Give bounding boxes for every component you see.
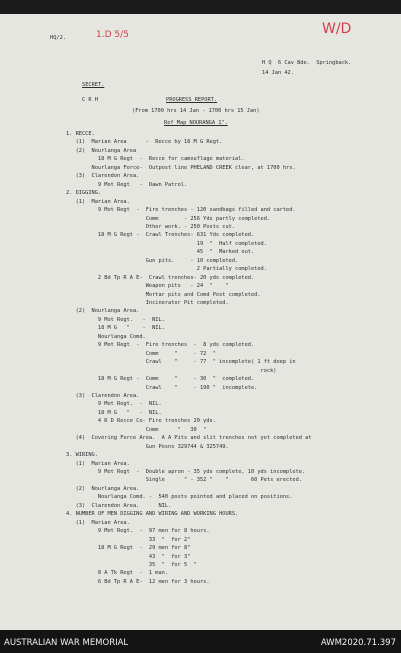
report-line: Crawl " - 77 " incomplete( 1 ft deep in — [66, 359, 296, 366]
report-line: Comm " - 72 " — [66, 350, 216, 357]
report-line: 2. DIGGING. — [66, 190, 102, 197]
report-line: (3) Clarendon Area. — [66, 173, 140, 180]
report-line: (3) Clarendon Area. — [66, 392, 140, 399]
report-line: 18 M G " - NIL. — [66, 325, 165, 332]
report-line: 4. NUMBER OF MEN DIGGING AND WIRING AND WORKING HOURS. — [66, 511, 239, 518]
report-line: Incinerator Pit completed. — [66, 300, 229, 306]
report-line: (3) Clarendon Area. NIL. — [66, 502, 172, 509]
report-line: Gun Posns 329744 & 325749. — [66, 443, 229, 450]
header-ref: HQ/2. — [50, 35, 66, 41]
report-line: Crawl " - 190 " incomplete. — [66, 384, 258, 391]
report-line: 9 Mot Regt. - 97 men for 8 hours. — [66, 528, 210, 535]
document-title: PROGRESS REPORT. — [166, 97, 218, 103]
report-line: Mortar pits and Comd Post completed. — [66, 291, 261, 298]
report-line: 6 Bd Tp R A E- 12 men for 3 hours. — [66, 578, 210, 585]
report-line: rock) — [66, 367, 277, 374]
to-line: C R H — [82, 97, 98, 103]
report-line: (1) Marian Area - Recce by 18 M G Regt. — [66, 139, 223, 146]
report-line: 18 M G Regt - 29 men for 8" — [66, 545, 191, 552]
report-line: (1) Marian Area. — [66, 198, 130, 205]
report-line: 35 " for 5 " — [66, 561, 197, 568]
report-line: 43 " for 3" — [66, 553, 191, 560]
report-line: Other work. - 250 Posts cut. — [66, 223, 236, 230]
report-line: 33 " for 2" — [66, 536, 191, 543]
report-line: (1) Marian Area. — [66, 519, 130, 526]
map-reference: Ref Map NOURANGA 1". — [164, 120, 228, 126]
report-line: (2) Nourlanga Area. — [66, 308, 140, 315]
report-line: 45 " Marked out. — [66, 249, 255, 256]
footer-institution: AUSTRALIAN WAR MEMORIAL — [4, 638, 129, 648]
report-line: 18 M G Regt - Comm " - 30 " completed. — [66, 376, 255, 383]
report-line: Nourlanga Force- Outpost line PHELAND CREEK clear, at 1700 hrs. — [66, 164, 296, 171]
report-period: (From 1700 hrs 14 Jan - 1700 hrs 15 Jan) — [132, 108, 260, 114]
report-line: 9 Mot Regt - Dawn Patrol. — [66, 181, 188, 188]
report-line: 19 " Half completed. — [66, 240, 267, 247]
handwritten-reference: 1.D 5/5 — [96, 30, 129, 40]
report-line: 8 A Tk Regt - 1 man. — [66, 570, 169, 577]
report-line: 9 Mot Regt - Fire trenches - 120 sandbags filled and carted. — [66, 207, 296, 214]
report-line: (2) Nourlanga Area — [66, 147, 137, 154]
report-line: 9 Mot Regt - Double apron - 35 yds complete, 10 yds incomplete. — [66, 469, 306, 475]
report-line: 18 M G " - NIL. — [66, 409, 162, 416]
report-line: 4 R D Recce Co- Fire trenches 20 yds. — [66, 418, 216, 425]
archive-footer — [0, 630, 401, 653]
report-line: 2 Partially completed. — [66, 266, 267, 273]
report-line: (1) Marian Area. — [66, 460, 130, 467]
report-line: Weapon pits - 24 " " — [66, 283, 229, 290]
report-line: (2) Nourlanga Area. — [66, 485, 140, 492]
report-line: 2 Bd Tp R A E- Crawl trenches- 20 yds completed. — [66, 274, 255, 281]
report-line: 18 M G Regt - Crawl Trenches- 631 Yds completed. — [66, 232, 255, 239]
handwritten-corner-mark: W/D — [322, 21, 352, 37]
report-line: Single " - 352 " " 60 Pets erected. — [66, 477, 302, 484]
report-line: Nourlanga Comd. — [66, 333, 146, 340]
report-line: 3. WIRING. — [66, 452, 98, 459]
footer-accession-number: AWM2020.71.397 — [320, 638, 396, 648]
security-classification: SECRET. — [82, 82, 105, 88]
report-line: 18 M G Regt - Recce for camouflage material. — [66, 156, 245, 163]
report-line: Comm " 30 " — [66, 426, 207, 433]
report-line: Nourlanga Comd. - 540 posts pointed and placed on positions. — [66, 494, 293, 501]
report-line: 1. RECCE. — [66, 131, 95, 137]
date-line: 14 Jan 42. — [262, 70, 294, 76]
hq-line: H Q 6 Cav Bde. Springback. — [262, 60, 352, 66]
report-line: Gun pits. - 10 completed. — [66, 257, 239, 264]
report-line: Comm - 256 Yds partly completed. — [66, 215, 271, 222]
top-scan-border — [0, 0, 401, 14]
report-line: 9 Mot Regt - Fire trenches - 8 yds completed. — [66, 342, 255, 349]
report-line: 9 Mot Regt. - NIL. — [66, 401, 162, 408]
report-line: 9 Mot Regt. - NIL. — [66, 316, 165, 323]
report-line: (4) Covering Force Area. A A Pits and slit trenches not yet completed at — [66, 435, 312, 442]
